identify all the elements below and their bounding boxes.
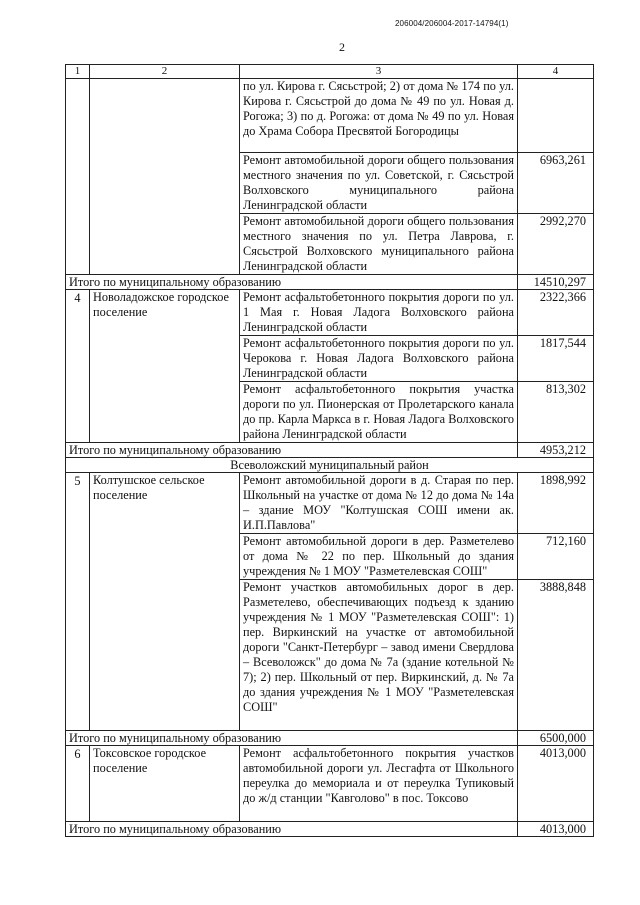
work-description: Ремонт асфальтобетонного покрытия дороги по ул. 1 Мая г. Новая Ладога Волховского района Ленинградской области (240, 290, 518, 336)
table-row (66, 79, 594, 153)
total-row (66, 275, 594, 290)
district-name: Всеволожский муниципальный район (66, 458, 594, 473)
total-label: Итого по муниципальному образованию (66, 443, 518, 458)
work-description: Ремонт автомобильной дороги в д. Старая по пер. Школьный на участке от дома № 12 до дома № 14а – здание МОУ "Колтушская СОШ имени ак. И.П.Павлова" (240, 473, 518, 534)
total-amount: 6500,000 (518, 731, 594, 746)
settlement-cell: Колтушское сельское поселение (90, 473, 240, 731)
total-amount: 4013,000 (518, 822, 594, 837)
work-description: по ул. Кирова г. Сясьстрой; 2) от дома № 174 по ул. Кирова г. Сясьстрой до дома № 49 по ул. Новая д. Рогожа; 3) по д. Рогожа: от дома № 49 по ул. Новая до Храма Собора Пресвятой Богородицы (240, 79, 518, 153)
amount-cell: 1817,544 (518, 336, 594, 382)
settlement-cell: Новоладожское городское поселение (90, 290, 240, 443)
work-description: Ремонт асфальтобетонного покрытия участков автомобильной дороги ул. Лесгафта от Школьного переулка до мемориала и от переулка Тупиковый до ж/д станции "Кавголово" в пос. Токсово (240, 746, 518, 822)
column-number: 1 (66, 65, 90, 79)
row-number-cell: 5 (66, 473, 90, 731)
total-label: Итого по муниципальному образованию (66, 822, 518, 837)
column-number-row (66, 65, 594, 79)
table-row (66, 290, 594, 336)
work-description: Ремонт автомобильной дороги общего пользования местного значения по ул. Петра Лаврова, г. Сясьстрой Волховского муниципального района Ленинградской области (240, 214, 518, 275)
work-description: Ремонт автомобильной дороги в дер. Разметелево от дома № 22 по пер. Школьный до здания учреждения № 1 МОУ "Разметелевская СОШ" (240, 534, 518, 580)
table-row (66, 473, 594, 534)
total-row (66, 822, 594, 837)
road-repair-table (65, 64, 594, 837)
column-number: 3 (240, 65, 518, 79)
district-row (66, 458, 594, 473)
settlement-cell (90, 79, 240, 275)
total-amount: 14510,297 (518, 275, 594, 290)
row-number-cell: 4 (66, 290, 90, 443)
amount-cell (518, 79, 594, 153)
amount-cell: 3888,848 (518, 580, 594, 731)
total-row (66, 731, 594, 746)
amount-cell: 4013,000 (518, 746, 594, 822)
row-number-cell: 6 (66, 746, 90, 822)
work-description: Ремонт асфальтобетонного покрытия участка дороги по ул. Пионерская от Пролетарского канала до пр. Карла Маркса в г. Новая Ладога Волховского района Ленинградской области (240, 382, 518, 443)
total-amount: 4953,212 (518, 443, 594, 458)
work-description: Ремонт участков автомобильных дорог в дер. Разметелево, обеспечивающих подъезд к зданию учреждения № 1 МОУ "Разметелевская СОШ": 1) пер. Виркинский на участке от автомобильной дороги "Санкт-Петербург – завод имени Свердлова – Всеволожск" до дома № 7а (здание котельной № 7); 2) пер. Школьный от пер. Виркинский, д. № 7а до здания учреждения № 1 МОУ "Разметелевская СОШ" (240, 580, 518, 731)
page-number: 2 (339, 40, 345, 54)
amount-cell: 712,160 (518, 534, 594, 580)
amount-cell: 1898,992 (518, 473, 594, 534)
amount-cell: 2322,366 (518, 290, 594, 336)
amount-cell: 2992,270 (518, 214, 594, 275)
document-id: 206004/206004-2017-14794(1) (395, 19, 509, 28)
column-number: 4 (518, 65, 594, 79)
row-number-cell (66, 79, 90, 275)
amount-cell: 813,302 (518, 382, 594, 443)
settlement-cell: Токсовское городское поселение (90, 746, 240, 822)
work-description: Ремонт автомобильной дороги общего пользования местного значения по ул. Советской, г. Сясьстрой Волховского муниципального района Ленинградской области (240, 153, 518, 214)
column-number: 2 (90, 65, 240, 79)
total-label: Итого по муниципальному образованию (66, 275, 518, 290)
total-row (66, 443, 594, 458)
work-description: Ремонт асфальтобетонного покрытия дороги по ул. Черокова г. Новая Ладога Волховского района Ленинградской области (240, 336, 518, 382)
total-label: Итого по муниципальному образованию (66, 731, 518, 746)
amount-cell: 6963,261 (518, 153, 594, 214)
table-row (66, 746, 594, 822)
